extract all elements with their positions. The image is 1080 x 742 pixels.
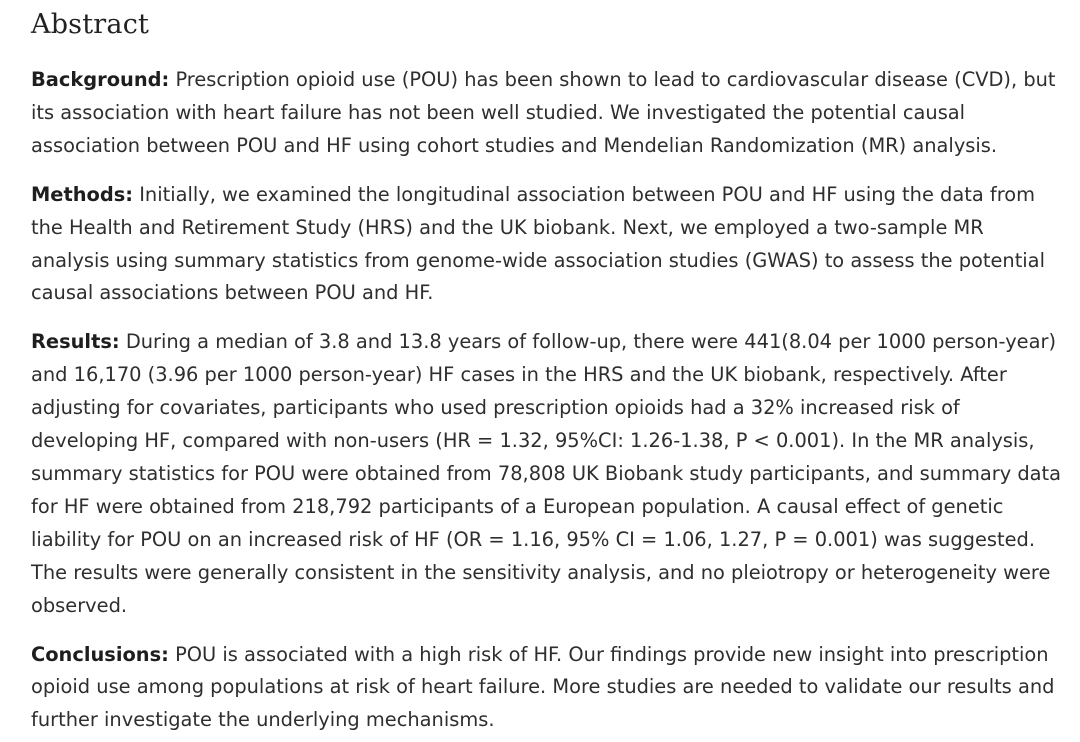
background-paragraph: [31, 64, 1061, 163]
conclusions-paragraph: [31, 639, 1061, 738]
abstract-section: [31, 0, 1061, 737]
methods-label: Methods:: [31, 182, 134, 206]
results-label: Results:: [31, 330, 120, 354]
results-text: During a median of 3.8 and 13.8 years of follow-up, there were 441(8.04 per 1000 person-year) and 16,170 (3.96 per 1000 person-year) HF cases in the HRS and the UK biobank, respectively. After adjusting for covariates, participants who used prescription opioids had a 32% increased risk of developing HF, compared with non-users (HR = 1.32, 95%CI: 1.26-1.38, P < 0.001). In the MR analysis, summary statistics for POU were obtained from 78,808 UK Biobank study participants, and summary data for HF were obtained from 218,792 participants of a European population. A causal effect of genetic liability for POU on an increased risk of HF (OR = 1.16, 95% CI = 1.06, 1.27, P = 0.001) was suggested. The results were generally consistent in the sensitivity analysis, and no pleiotropy or heterogeneity were observed.: [31, 330, 1062, 617]
background-text: Prescription opioid use (POU) has been shown to lead to cardiovascular disease (CVD), but its association with heart failure has not been well studied. We investigated the potential causal association between POU and HF using cohort studies and Mendelian Randomization (MR) analysis.: [31, 68, 1056, 157]
methods-text: Initially, we examined the longitudinal association between POU and HF using the data from the Health and Retirement Study (HRS) and the UK biobank. Next, we employed a two-sample MR analysis using summary statistics from genome-wide association studies (GWAS) to assess the potential causal associations between POU and HF.: [31, 182, 1045, 305]
background-label: Background:: [31, 68, 170, 91]
results-paragraph: [31, 326, 1061, 622]
methods-paragraph: [31, 179, 1061, 311]
conclusions-text: POU is associated with a high risk of HF. Our findings provide new insight into prescription opioid use among populations at risk of heart failure. More studies are needed to validate our results and further investigate the underlying mechanisms.: [31, 642, 1055, 732]
conclusions-label: Conclusions:: [31, 642, 169, 666]
abstract-heading: Abstract: [31, 9, 150, 40]
